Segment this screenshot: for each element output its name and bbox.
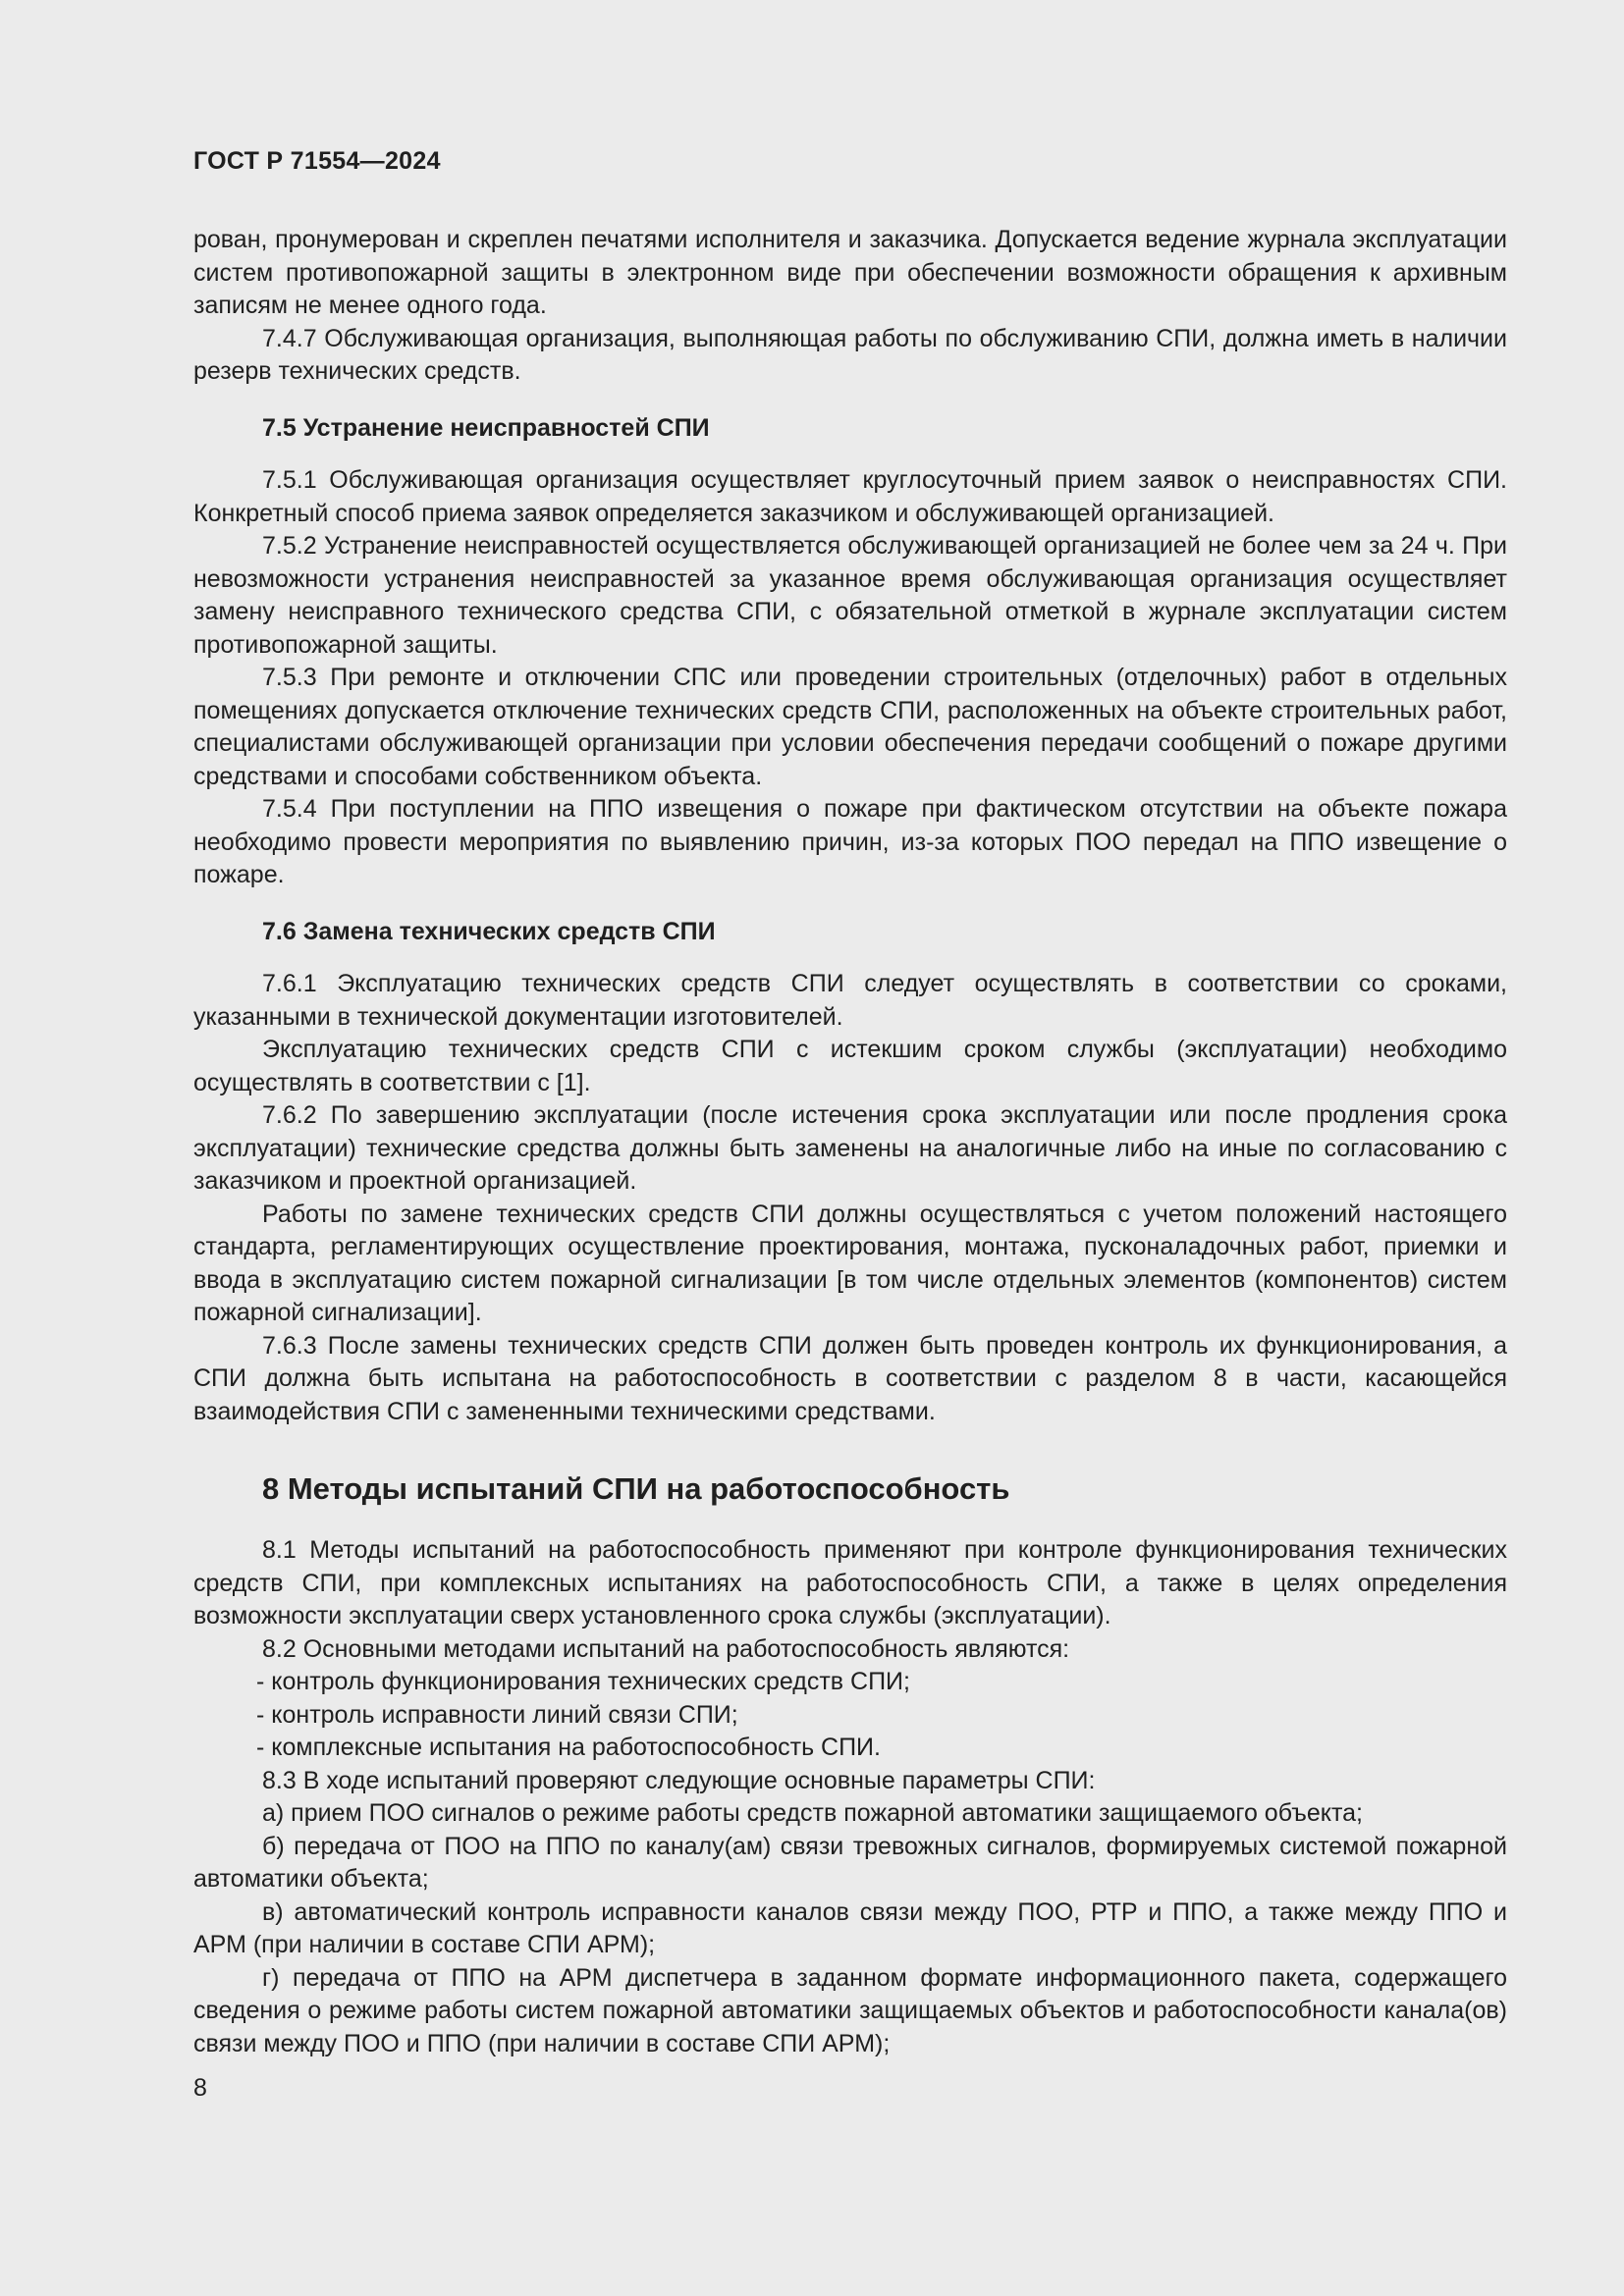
paragraph-continuation: рован, пронумерован и скреплен печатями исполнителя и заказчика. Допускается ведение журнала эксплуатации систем противопожарной защиты в электронном виде при обеспечении возможности обращения к архивным записям не менее одного года. [193,226,1507,319]
list-item: а) прием ПОО сигналов о режиме работы средств пожарной автоматики защищаемого объекта; [262,1799,1363,1827]
page-number: 8 [193,2074,207,2102]
list-item: - контроль исправности линий связи СПИ; [256,1700,738,1729]
list-item: - комплексные испытания на работоспособность СПИ. [256,1734,881,1761]
paragraph-7-4-7: 7.4.7 Обслуживающая организация, выполняющая работы по обслуживанию СПИ, должна иметь в наличии резерв технических средств. [193,324,1507,385]
paragraph-7-5-1: 7.5.1 Обслуживающая организация осуществляет круглосуточный прием заявок о неисправностях СПИ. Конкретный способ приема заявок определяется заказчиком и обслуживающей организацией. [193,466,1507,527]
document-code-header: ГОСТ Р 71554—2024 [193,147,441,175]
document-body [193,224,1507,2060]
paragraph-7-6-2: 7.6.2 По завершению эксплуатации (после истечения срока эксплуатации или после продления срока эксплуатации) технические средства должны быть заменены на аналогичные либо на иные по согласованию с заказчиком и проектной организацией. [193,1101,1507,1195]
list-item: г) передача от ППО на АРМ диспетчера в заданном формате информационного пакета, содержащего сведения о режиме работы систем пожарной автоматики защищаемых объектов и работоспособности канала(ов) связи между ПОО и ППО (при наличии в составе СПИ АРМ); [193,1963,1507,2057]
paragraph-7-6-2-b: Работы по замене технических средств СПИ должны осуществляться с учетом положений настоящего стандарта, регламентирующих осуществление проектирования, монтажа, пусконаладочных работ, приемки и ввода в эксплуатацию систем пожарной сигнализации [в том числе отдельных элементов (компонентов) систем пожарной сигнализации]. [193,1200,1507,1326]
list-item: в) автоматический контроль исправности каналов связи между ПОО, РТР и ППО, а также между ППО и АРМ (при наличии в составе СПИ АРМ); [193,1897,1507,1958]
heading-7-5: 7.5 Устранение неисправностей СПИ [262,413,710,442]
section-heading-8: 8 Методы испытаний СПИ на работоспособность [262,1471,1010,1506]
paragraph-8-2: 8.2 Основными методами испытаний на работоспособность являются: [262,1634,1070,1663]
paragraph-7-5-3: 7.5.3 При ремонте и отключении СПС или проведении строительных (отделочных) работ в отдельных помещениях допускается отключение технических средств СПИ, расположенных на объекте строительных работ, специалистами обслуживающей организации при условии обеспечения передачи сообщений о пожаре другими средствами и способами собственником объекта. [193,664,1507,790]
paragraph-7-5-4: 7.5.4 При поступлении на ППО извещения о пожаре при фактическом отсутствии на объекте пожара необходимо провести мероприятия по выявлению причин, из-за которых ПОО передал на ППО извещение о пожаре. [193,795,1507,888]
paragraph-7-6-1-b: Эксплуатацию технических средств СПИ с истекшим сроком службы (эксплуатации) необходимо осуществлять в соответствии с [1]. [193,1036,1507,1096]
heading-7-6: 7.6 Замена технических средств СПИ [262,917,716,945]
list-item: - контроль функционирования технических средств СПИ; [256,1668,910,1695]
paragraph-7-5-2: 7.5.2 Устранение неисправностей осуществляется обслуживающей организацией не более чем за 24 ч. При невозможности устранения неисправностей за указанное время обслуживающая организация осуществляет замену неисправного технического средства СПИ, с обязательной отметкой в журнале эксплуатации систем противопожарной защиты. [193,532,1507,659]
paragraph-7-6-3: 7.6.3 После замены технических средств СПИ должен быть проведен контроль их функционирования, а СПИ должна быть испытана на работоспособность в соответствии с разделом 8 в части, касающейся взаимодействия СПИ с замененными техническими средствами. [193,1331,1507,1425]
paragraph-7-6-1: 7.6.1 Эксплуатацию технических средств СПИ следует осуществлять в соответствии со сроками, указанными в технической документации изготовителей. [193,970,1507,1031]
list-item: б) передача от ПОО на ППО по каналу(ам) связи тревожных сигналов, формируемых системой пожарной автоматики объекта; [193,1832,1507,1893]
paragraph-8-1: 8.1 Методы испытаний на работоспособность применяют при контроле функционирования технических средств СПИ, при комплексных испытаниях на работоспособность СПИ, а также в целях определения возможности эксплуатации сверх установленного срока службы (эксплуатации). [193,1536,1507,1629]
paragraph-8-3: 8.3 В ходе испытаний проверяют следующие основные параметры СПИ: [262,1766,1096,1794]
